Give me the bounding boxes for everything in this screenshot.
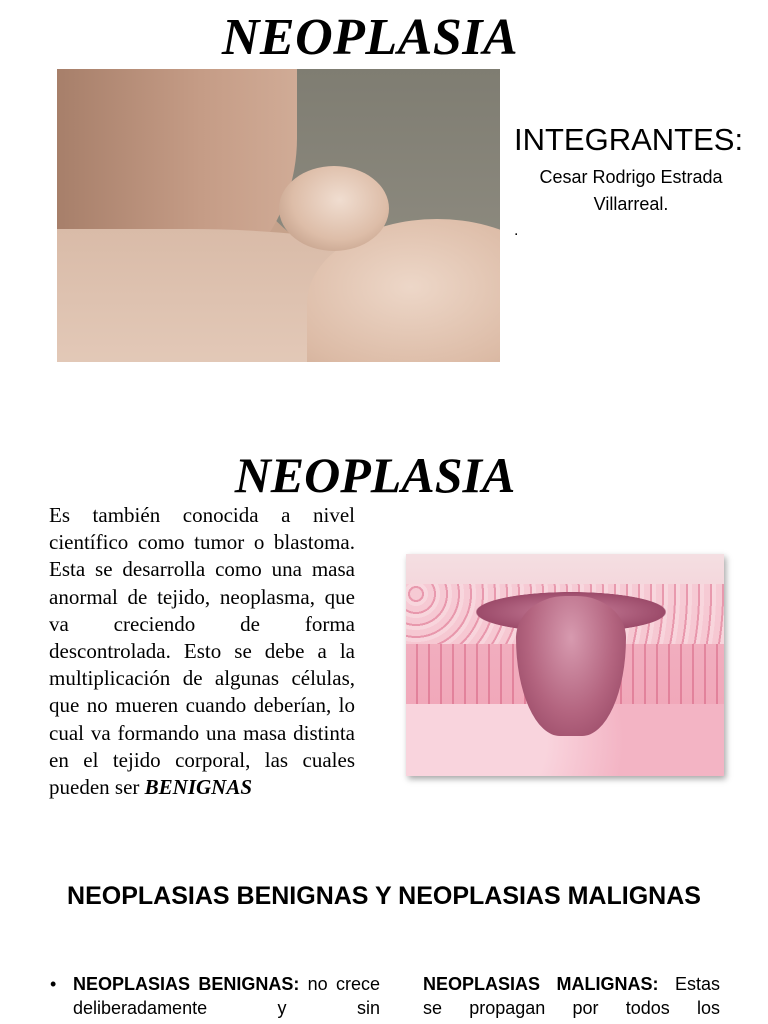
stray-dot: . bbox=[514, 222, 519, 239]
benignas-item bbox=[50, 972, 380, 1024]
integrantes-label: INTEGRANTES: bbox=[514, 122, 744, 157]
member-name: Cesar Rodrigo Estrada Villarreal. bbox=[539, 167, 723, 214]
intro-paragraph-text: Es también conocida a nivel científico como tumor o blastoma. Esta se desarrolla como una masa anormal de tejido, neoplasma, que va creciendo de forma descontrolada. Esto se debe a la multiplicación de algunas células, que no mueren cuando deberían, lo cual va formando una masa distinta en el tejido corporal, las cuales pueden ser bbox=[49, 503, 355, 800]
benignas-text-block bbox=[73, 972, 380, 1020]
malignas-text: Estas se propagan por todos los bbox=[423, 974, 720, 1018]
photo-lump bbox=[279, 166, 389, 251]
section-title: NEOPLASIA bbox=[234, 447, 516, 503]
malignas-label: NEOPLASIAS MALIGNAS: bbox=[423, 974, 659, 994]
cover-title: NEOPLASIA bbox=[221, 9, 519, 66]
neck-lump-photo bbox=[57, 69, 500, 362]
benignas-text: no crece deliberadamente y sin bbox=[73, 974, 380, 1018]
intro-emphasis: BENIGNAS bbox=[144, 775, 253, 800]
benignas-label: NEOPLASIAS BENIGNAS: bbox=[73, 974, 300, 994]
intro-paragraph bbox=[49, 502, 355, 864]
tissue-illustration bbox=[406, 554, 724, 776]
bullet-icon: • bbox=[50, 974, 57, 994]
types-heading: NEOPLASIAS BENIGNAS Y NEOPLASIAS MALIGNAS bbox=[67, 882, 701, 910]
malignas-item bbox=[423, 972, 720, 1024]
